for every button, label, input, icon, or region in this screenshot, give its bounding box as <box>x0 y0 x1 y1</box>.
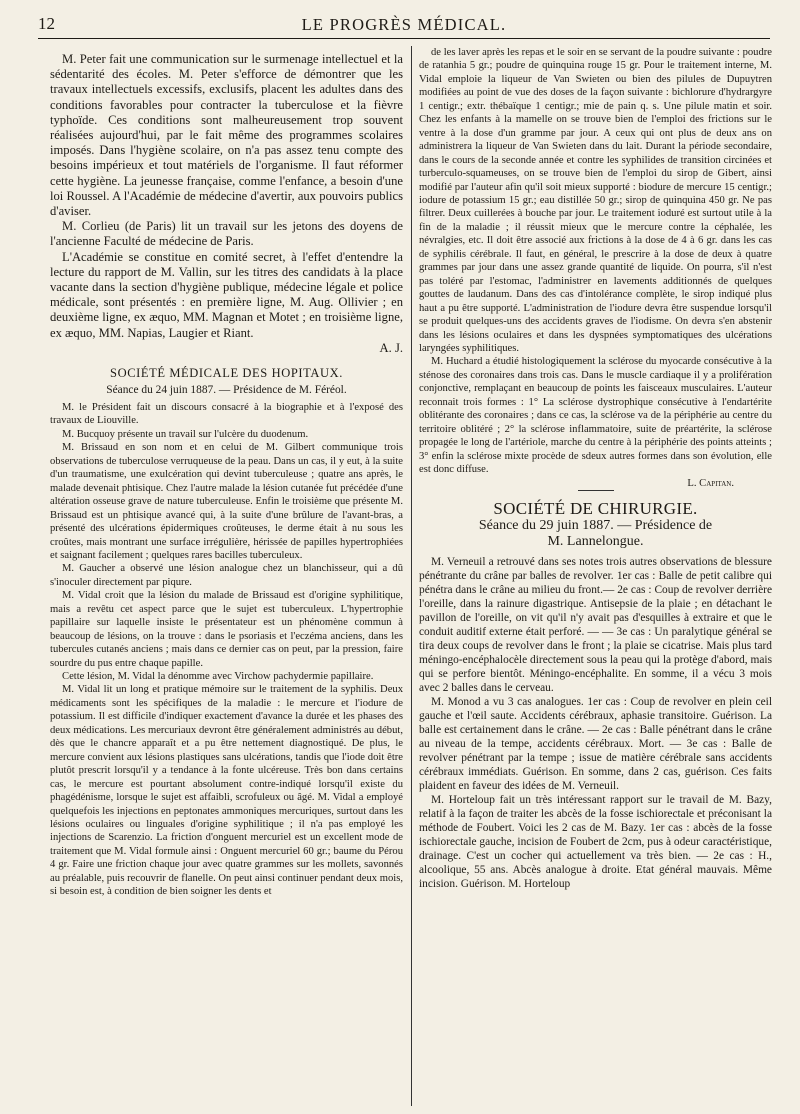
paragraph-bucquoy: M. Bucquoy présente un travail sur l'ulcère du duodenum. <box>62 428 309 440</box>
meeting-line-chirurgie <box>419 518 772 550</box>
right-column <box>419 46 772 1108</box>
paragraph-horteloup: M. Horteloup fait un très intéressant rapport sur le travail de M. Bazy, relatif à la façon de traiter les abcès de la fosse ischiorectale et préconisant la méthode de Foubert. Voici les 2 cas de M. Bazy. 1er cas : abcès de la fosse ischiorectale gauche, incision de Foubert de 2cm, pus à odeur caractéristique, drainage. C'est un cocher qui actuellement va très bien. — 2e cas : H., alcoolique, 55 ans. Abcès analogue à droite. Etat général mauvais. Même incision. Guérison. M. Horteloup <box>419 794 772 891</box>
paragraph-verneuil: M. Verneuil a retrouvé dans ses notes trois autres observations de blessure pénétrante du crâne par balles de revolver. 1er cas : Balle de petit calibre qui pénétra dans le crâne au milieu du front.— 2e cas : Coup de revolver derrière l'oreille, dans la rainure digastrique. Antisepsie de la plaie ; en détachant le pavillon de l'oreille, on vit qu'il n'y avait pas d'esquilles à extraire et que le conduit auditif externe était perforé. — — 3e cas : Un paralytique général se tira deux coups de revolver dans le front ; la plaie se cicatrise. Mais plus tard méningo-encéphalocèle directement sous la peau qui la protège d'abord, mais qui se perfore bientôt. Méningo-encéphalite. En somme, il a vécu 3 mois avec 2 balles dans le cerveau. <box>419 556 772 695</box>
left-column <box>50 46 403 1108</box>
paragraph-peter: M. Peter fait une communication sur le surmenage intellectuel et la sédentarité des écoles. M. Peter s'efforce de démontrer que les travaux intellectuels excessifs, exclusifs, placent les adultes dans des conditions favorables pour contracter la tuberculose et la fièvre typhoïde. Ces conditions sont malheureusement trop souvent réalisées aujourd'hui, par le fait même des programmes scolaires imposés. Dans l'hygiène scolaire, on n'a pas assez tenu compte des besoins impérieux et tout matériels de l'organisme. Il faut réformer cette hygiène. La jeunesse française, comme l'enfance, a besoin d'une loi Roussel. A l'Académie de médecine d'avertir, aux pouvoirs publics d'aviser. <box>50 52 403 219</box>
signature-capitan: L. Capitan. <box>687 477 734 489</box>
paragraph-brissaud: M. Brissaud en son nom et en celui de M. Gilbert communique trois observations de tuberculose verruqueuse de la peau. Dans un cas, il y eut, à la suite d'un traumatisme, une exulcération qui devint tuberculeuse ; quatre ans après, le malade devenait phtisique. Chez l'autre malade la lésion cutanée fut précédée d'une altération osseuse grave de nature tuberculeuse. Enfin le troisième que présente M. Brissaud est un phtisique avancé qui, à la suite d'une brûlure de l'avant-bras, a présenté des ulcérations épidermiques croûteuses, le derme était à nu sous les croûtes, mais montrant une surface irrégulière, hérissée de papilles hypertrophiées et saignant facilement ; quelques rares bacilles tuberculeux. <box>50 442 403 561</box>
paragraph-vidal-2: Cette lésion, M. Vidal la dénomme avec Virchow pachydermie papillaire. <box>62 671 374 683</box>
column-divider <box>411 46 412 1106</box>
paragraph-monod: M. Monod a vu 3 cas analogues. 1er cas : Coup de revolver en plein ceil gauche et l'œil saute. Accidents cérébraux, aphasie transitoire. Guérison. La balle est certainement dans le crâne. — 2e cas : Balle pénétrant dans le crâne au niveau de la tempe, accidents cérébraux. Mort. — 3e cas : Balle de revolver pénétrant par la tempe ; issue de matière cérébrale sans accidents cérébraux immédiats. Guérison. En somme, dans 2 cas, guérison. Ces faits plaident en faveur des idées de M. Verneuil. <box>419 696 772 793</box>
paragraph-corlieu: M. Corlieu (de Paris) lit un travail sur les jetons des doyens de l'ancienne Faculté de médecine de Paris. <box>50 219 403 249</box>
signature-row <box>50 341 403 356</box>
signature-aj: A. J. <box>379 340 403 355</box>
header-rule <box>38 38 770 39</box>
journal-title: LE PROGRÈS MÉDICAL. <box>301 15 507 34</box>
page-number: 12 <box>38 14 55 33</box>
meeting-line-1: Séance du 29 juin 1887. — Présidence de <box>478 518 713 534</box>
meeting-line-2: M. Lannelongue. <box>547 534 644 550</box>
section-title-chirurgie: SOCIÉTÉ DE CHIRURGIE. <box>493 498 698 518</box>
paragraph-continuation: de les laver après les repas et le soir en se servant de la poudre suivante : poudre de ratanhia 5 gr.; poudre de quinquina rouge 15 gr. Pour le traitement interne, M. Vidal emploie la liqueur de Van Swieten ou bien des pilules de Dupuytren modifiées au point de vue des doses de la façon suivante : bichlorure d'hydrargyre 1 centigr.; extr. thébaïque 1 centigr.; mie de pain q. s. Une pilule matin et soir. Chez les enfants à la mamelle on se trouve bien de l'emploi des frictions sur le ventre à la dose d'un gramme par jour. A ceux qui ont plus de deux ans on administrera la liqueur de Van Swieten dans du lait. Durant la période secondaire, dans le cours de la seconde année et contre les syphilides de transition circinées et turberculo-squameuses, on se trouve bien de l'emploi du sirop de Gibert, ainsi modifié par l'auteur afin qu'il soit mieux supporté : biodure de mercure 15 centigr.; iodure de potassium 15 gr.; eau distillée 50 gr.; sirop de quinquina 450 gr. Ne pas filtrer. Deux cuillerées à bouche par jour. Le traitement ioduré est surtout utile à la fin de la maladie ; il réussit mieux que le mercure contre la céphalée, les névralgies, etc. Il doit être associé aux frictions à la dose de 4 à 6 gr. dans les cas de syphilis cérébrale. Il faut, en général, le prescrire à la dose de deux à quatre grammes par jour dans une assez grande quantité de liquide. On pourra, s'il n'est pas toléré par l'estomac, l'administrer en lavements additionnés de quelques gouttes de laudanum. Dans des cas d'intolérance complète, le sirop indiqué plus haut a pu être supporté. L'administration de l'iodure devra être suspendue lorsqu'il se produit quelques-uns des accidents graves de l'iodisme. On devra s'en abstenir dans les lésions oculaires et dans les dyspnées symptomatiques des ulcérations laryngées syphilitiques. <box>419 47 772 354</box>
paragraph-vidal-1: M. Vidal croit que la lésion du malade de Brissaud est d'origine syphilitique, mais a revêtu cet aspect parce que le sujet est tuberculeux. L'hypertrophie papillaire sur laquelle insiste le présentateur est un phénomène commun à beaucoup de lésions, on la trouve : dans le psoriasis et l'eczéma anciens, dans les tubercules cutanés anciens ; mais dans ce dernier cas on peut, par la pression, faire sourdre du pus entre chaque papille. <box>50 590 403 669</box>
paragraph-huchard: M. Huchard a étudié histologiquement la sclérose du myocarde consécutive à la sténose des coronaires dans trois cas. Dans le muscle cardiaque il y a prolifération conjonctive, remplaçant en beaucoup de points les faisceaux musculaires. L'auteur reconnait trois formes : 1° La sclérose dystrophique consécutive à l'endartérite oblitérante des coronaires ; dans ce cas, la sclérose va de la périphérie au centre du territoire oblitéré ; 2° la sclérose inflammatoire, suite de préartérite, la sclérose propagée le long de l'artériole, marche du centre à la périphérie des points atteints ; 3° enfin la sclérose mixte procède de sdeux autres formes dans son évolution, elle est donc diffuse. <box>419 356 772 476</box>
paragraph-president: M. le Président fait un discours consacré à la biographie et à l'exposé des travaux de Liouville. <box>50 401 403 427</box>
section-separator <box>578 490 614 491</box>
section-title-hopitaux: SOCIÉTÉ MÉDICALE DES HOPITAUX. <box>110 366 343 381</box>
meeting-line-hopitaux: Séance du 24 juin 1887. — Présidence de M. Féréol. <box>106 383 347 396</box>
running-header <box>38 12 770 38</box>
paragraph-academie: L'Académie se constitue en comité secret, à l'effet d'entendre la lecture du rapport de M. Vallin, sur les titres des candidats à la place vacante dans la section d'hygiène publique, médecine légale et police médicale, sont présentés : en première ligne, M. Aug. Ollivier ; en deuxième ligne, ex æquo, MM. Magnan et Motet ; en troisième ligne, ex æquo, MM. Napias, Laugier et Riant. <box>50 249 403 340</box>
paragraph-vidal-3: M. Vidal lit un long et pratique mémoire sur le traitement de la syphilis. Deux médicaments sont les spécifiques de la maladie : le mercure et l'iodure de potassium. Il est difficile d'indiquer exactement d'avance la durée et les phases des deux médications. Les mercuriaux devront être généralement administrés au début, dès que le chancre apparaît et a pu être nettement diagnostiqué. De plus, le mercure convient aux lésions plastiques sans ulcérations, tandis que l'iode doit être plutôt prescrit lorsqu'il y a tendance à la fonte ulcéreuse. Très bon dans certains cas, le mercure est pourtant absolument contre-indiqué lorsqu'il existe du phagédénisme, lorsque le sujet est affaibli, scrofuleux ou âgé. M. Vidal a employé quelquefois les injections en peptonates ammoniques mercuriques, surtout dans les lésions oculaires ou linguales d'origine syphilitique ; il n'a pas employé les injections de Scarenzio. La friction d'onguent mercuriel est un excellent mode de traitement que M. Vidal formule ainsi : Onguent mercuriel 60 gr.; baume du Pérou 4 gr. Faire une friction chaque jour avec quatre grammes sur les mollets, savonnés au préalable, puis recouvrir de flanelle. On peut ainsi continuer pendant deux mois, si besoin est, à condition de bien soigner les dents et <box>50 684 403 898</box>
paragraph-gaucher: M. Gaucher a observé une lésion analogue chez un blanchisseur, qui a dû s'inoculer directement par piqure. <box>50 563 403 588</box>
